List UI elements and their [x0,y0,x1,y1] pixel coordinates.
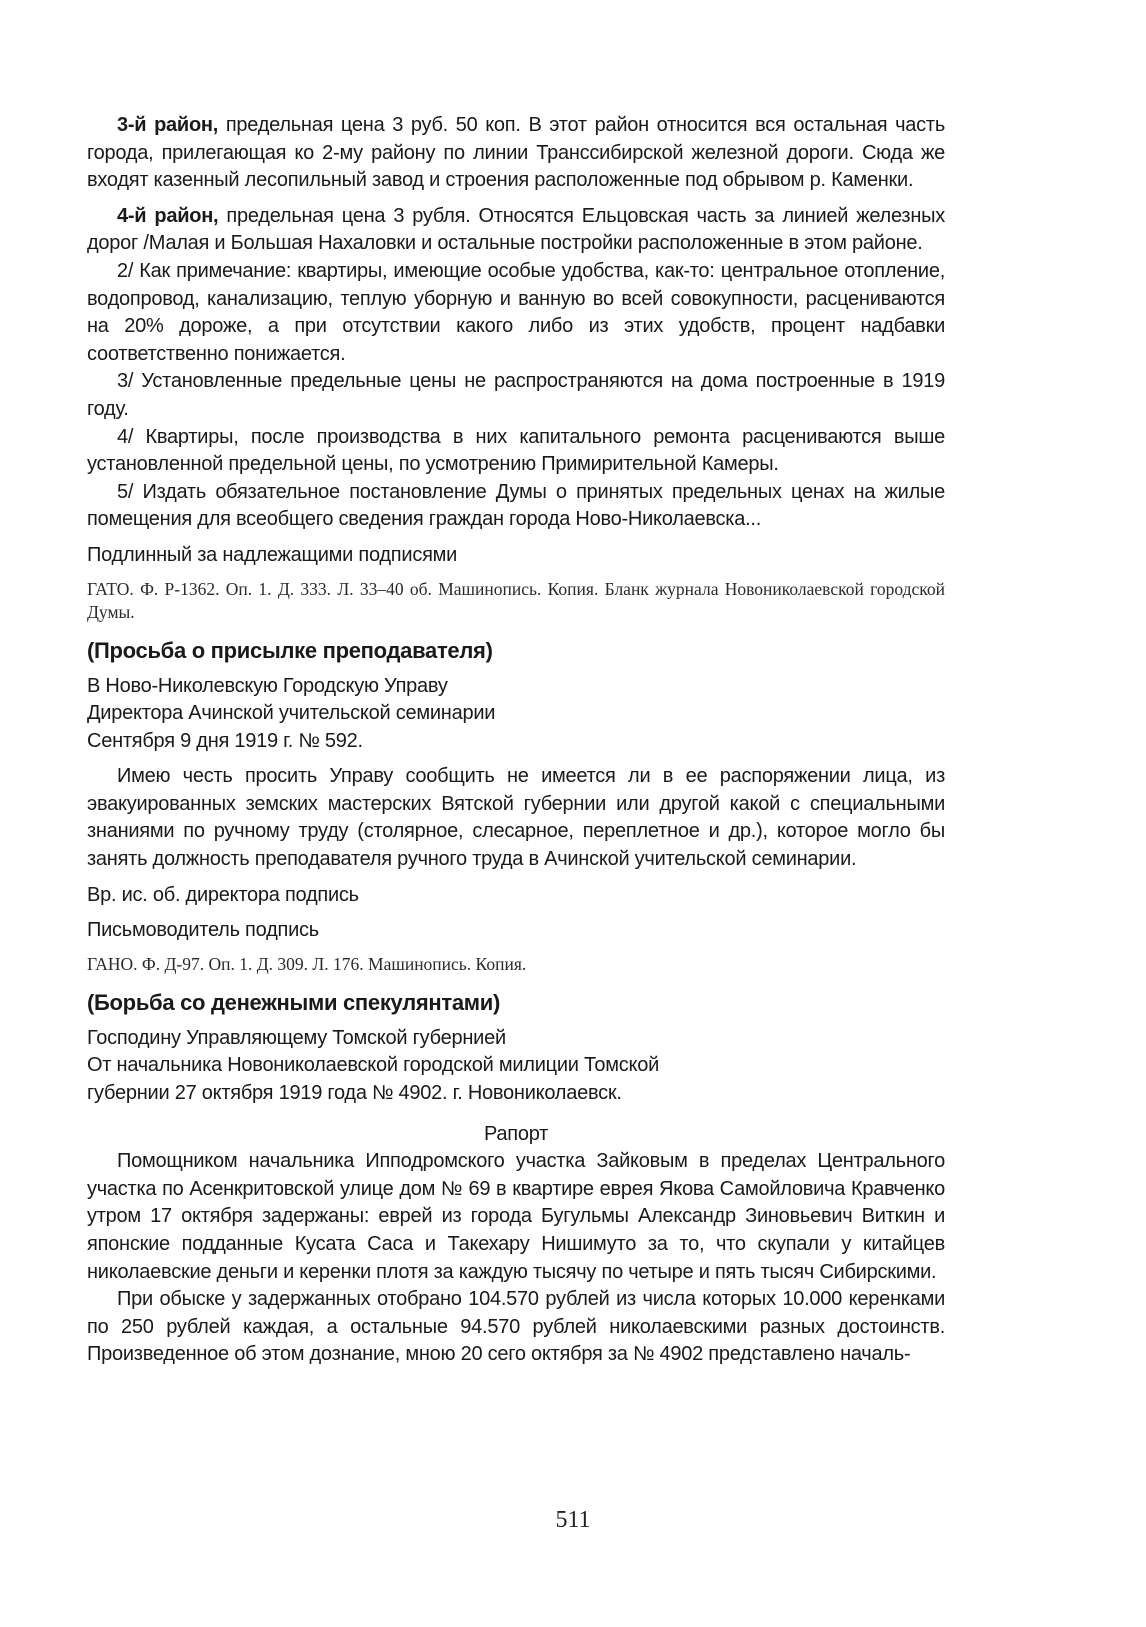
section-3-address-2: От начальника Новониколаевской городской милиции Томской [87,1054,660,1077]
district-4-paragraph [87,203,945,258]
section-2-body: Имею честь просить Управу сообщить не имеется ли в ее распоряжении лица, из эвакуированных земских мастерских Вятской губернии или другой какой с специальными знаниями по ручному труду (столярное, слесарное, переплетное и др.), которое могло бы занять должность преподавателя ручного труда в Ачинской учительской семинарии. [87,765,945,871]
note-2-paragraph: 2/ Как примечание: квартиры, имеющие особые удобства, как-то: центральное отопление, водопровод, канализацию, теплую уборную и ванную во всей совокупности, расцениваются на 20% дороже, а при отсутствии какого либо из этих удобств, процент надбавки соответственно понижается. [87,259,945,365]
archive-source-1: ГАТО. Ф. Р-1362. Оп. 1. Д. 333. Л. 33–40 об. Машинопись. Копия. Бланк журнала Новониколаевской городской Думы. [87,578,945,622]
note-4-paragraph: 4/ Квартиры, после производства в них капитального ремонта расцениваются выше установленной предельной цены, по усмотрению Примирительной Камеры. [87,425,945,476]
page-number: 511 [555,1507,591,1533]
section-2-sign-1: Вр. ис. об. директора подпись [87,883,359,906]
note-3-paragraph: 3/ Установленные предельные цены не распространяются на дома построенные в 1919 году. [87,370,945,420]
section-2-address-3: Сентября 9 дня 1919 г. № 592. [87,729,363,752]
section-3-body-2: При обыске у задержанных отобрано 104.570 рублей из числа которых 10.000 керенками по 250 рублей каждая, а остальные 94.570 рублей николаевскими разных достоинств. Произведенное об этом дознание, мною 20 сего октября за № 4902 представлено началь- [87,1288,945,1366]
archive-source-2: ГАНО. Ф. Д-97. Оп. 1. Д. 309. Л. 176. Машинопись. Копия. [87,953,527,974]
section-3-title: (Борьба со денежными спекулянтами) [87,989,501,1015]
document-page [87,112,945,1369]
section-3-body-1: Помощником начальника Ипподромского участка Зайковым в пределах Центрального участка по Асенкритовской улице дом № 69 в квартире еврея Якова Самойловича Кравченко утром 17 октября задержаны: еврей из города Бугульмы Александр Зиновьевич Виткин и японские подданные Кусата Саса и Такехару Нишимуто за то, что скупали у китайцев николаевские деньги и керенки плотя за каждую тысячу по четыре и пять тысяч Сибирскими. [87,1150,945,1283]
report-label: Рапорт [483,1122,549,1145]
district-3-text: предельная цена 3 руб. 50 коп. В этот район относится вся остальная часть города, прилегающая ко 2-му району по линии Транссибирской железной дороги. Сюда же входят казенный лесопильный завод и строения расположенные под обрывом р. Каменки. [87,114,945,192]
section-2-title: (Просьба о присылке преподавателя) [87,637,493,663]
note-5-paragraph: 5/ Издать обязательное постановление Думы о принятых предельных ценах на жилые помещения для всеобщего сведения граждан города Ново-Николаевска... [87,480,945,531]
district-3-paragraph [87,112,945,195]
district-4-text: предельная цена 3 рубля. Относятся Ельцовская часть за линией железных дорог /Малая и Большая Нахаловки и остальные постройки расположенные в этом районе. [87,204,945,255]
section-2-sign-2: Письмоводитель подпись [87,919,319,942]
section-2-address-1: В Ново-Николевскую Городскую Управу [87,674,448,697]
section-3-address-3: губернии 27 октября 1919 года № 4902. г. Новониколаевск. [87,1082,622,1105]
section-2-address-2: Директора Ачинской учительской семинарии [87,702,496,725]
district-4-label: 4-й район, [117,204,219,227]
signature-line: Подлинный за надлежащими подписями [87,543,458,566]
district-3-label: 3-й район, [117,114,219,136]
section-3-address-1: Господину Управляющему Томской губернией [87,1026,506,1049]
